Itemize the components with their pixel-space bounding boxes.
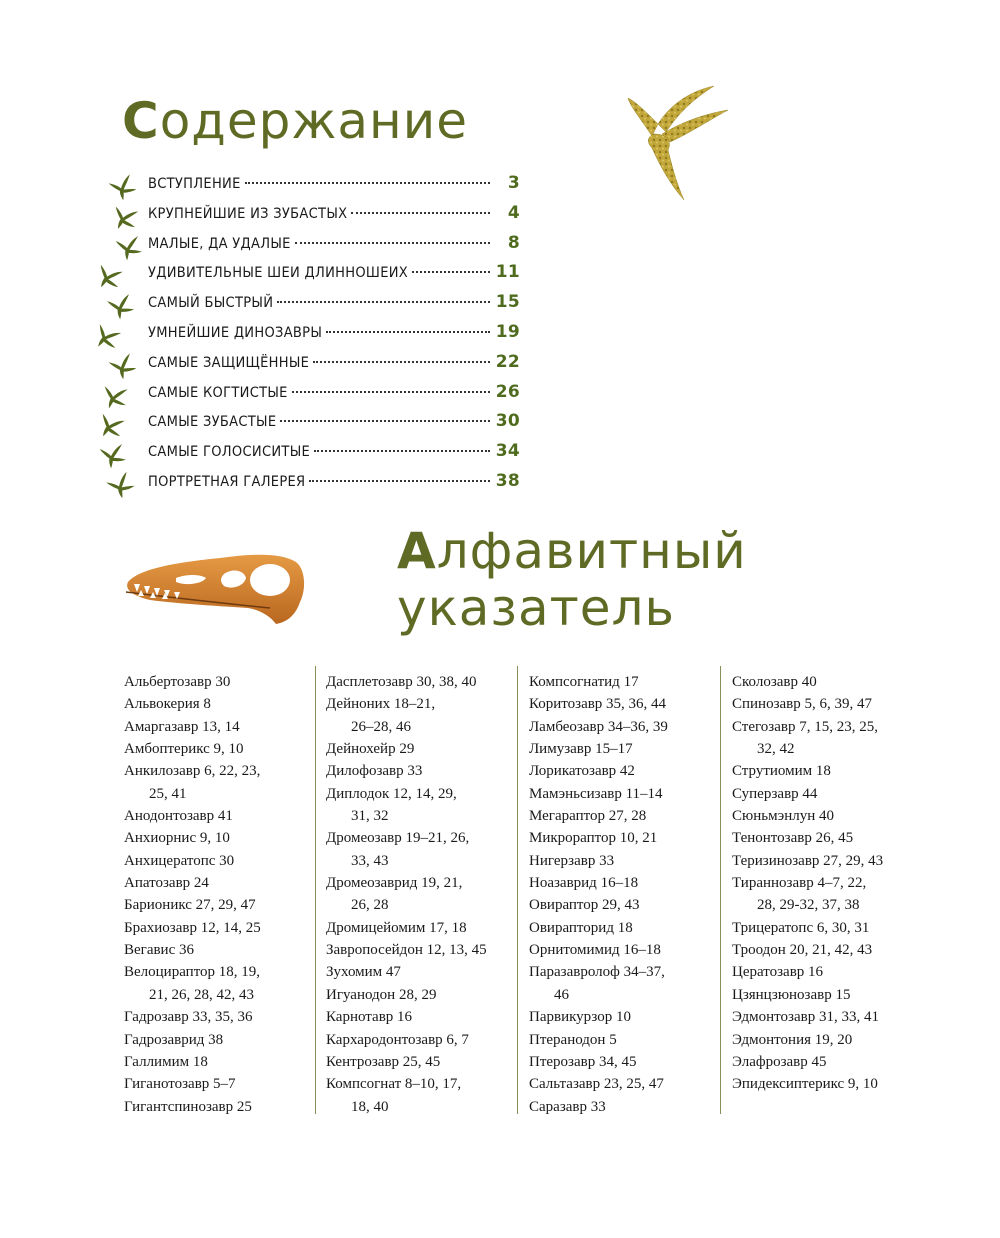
index-entry-text: Парвикурзор 10 xyxy=(529,1009,631,1026)
toc-item-page: 11 xyxy=(495,262,520,283)
index-entry xyxy=(326,961,516,983)
index-entry xyxy=(124,1051,314,1073)
index-entry-text: Тенонтозавр 26, 45 xyxy=(732,830,854,847)
toc-item-label: САМЫЕ ЗУБАСТЫЕ xyxy=(148,414,277,431)
toc-leader-dots xyxy=(412,271,490,273)
toc-item-label: ПОРТРЕТНАЯ ГАЛЕРЕЯ xyxy=(148,473,306,490)
index-entry xyxy=(124,671,314,693)
index-entry-text: Сколозавр 40 xyxy=(732,674,817,690)
index-entry-continuation: 25, 41 xyxy=(149,785,187,802)
index-entry-text: Тираннозавр 4–7, 22, xyxy=(732,875,867,892)
index-entry xyxy=(529,738,719,760)
index-entry xyxy=(529,894,719,916)
index-entry xyxy=(326,984,516,1006)
index-entry-text: Овирапторид 18 xyxy=(529,919,633,936)
index-entry xyxy=(732,1051,932,1073)
index-entry-continuation: 46 xyxy=(554,986,569,1003)
index-entry-text: Орнитомимид 16–18 xyxy=(529,942,661,959)
toc-item xyxy=(148,322,520,352)
index-entry-text: Кархародонтозавр 6, 7 xyxy=(326,1031,469,1048)
index-entry xyxy=(732,716,932,761)
index-entry-text: Компсогнатид 17 xyxy=(529,674,639,690)
index-column-1 xyxy=(124,671,314,1118)
index-entry xyxy=(529,805,719,827)
column-divider xyxy=(720,666,721,1114)
index-entry-text: Эдмонтония 19, 20 xyxy=(732,1031,853,1048)
toc-item-page: 38 xyxy=(495,470,520,491)
toc-item xyxy=(148,382,520,412)
index-entry xyxy=(529,1029,719,1051)
index-entry xyxy=(732,917,932,939)
dino-skull-icon xyxy=(120,544,308,626)
index-entry-text: Вегавис 36 xyxy=(124,942,194,959)
index-entry-text: Амаргазавр 13, 14 xyxy=(124,718,240,735)
toc-leader-dots xyxy=(292,391,490,393)
index-entry xyxy=(732,961,932,983)
index-entry xyxy=(124,1006,314,1028)
index-entry-text: Кентрозавр 25, 45 xyxy=(326,1053,441,1070)
toc-list xyxy=(148,173,520,501)
index-entry xyxy=(124,738,314,760)
index-entry-text: Дромеозаврид 19, 21, xyxy=(326,875,463,892)
toc-item-page: 8 xyxy=(507,232,520,253)
toc-leader-dots xyxy=(280,420,490,422)
toc-item-page: 34 xyxy=(495,441,520,462)
index-entry xyxy=(529,783,719,805)
index-entry xyxy=(124,894,314,916)
index-entry-text: Струтиомим 18 xyxy=(732,763,831,780)
index-entry xyxy=(326,827,516,872)
index-entry-text: Эдмонтозавр 31, 33, 41 xyxy=(732,1009,879,1026)
index-entry xyxy=(529,671,719,693)
toc-item-label: САМЫЕ ГОЛОСИСИТЫЕ xyxy=(148,444,311,461)
index-entry xyxy=(124,1096,314,1118)
index-entry xyxy=(326,693,516,738)
small-footprint-icon xyxy=(107,203,140,233)
index-entry xyxy=(732,939,932,961)
index-title-line2: указатель xyxy=(397,579,675,637)
index-entry-text: Игуанодон 28, 29 xyxy=(326,986,437,1003)
index-entry-text: Лимузавр 15–17 xyxy=(529,741,633,758)
toc-item-label: МАЛЫЕ, ДА УДАЛЫЕ xyxy=(148,235,291,252)
toc-leader-dots xyxy=(314,450,490,452)
index-entry xyxy=(326,1006,516,1028)
index-column-2 xyxy=(326,671,516,1118)
index-entry-text: Гигантспинозавр 25 xyxy=(124,1098,252,1115)
small-footprint-icon xyxy=(96,442,128,470)
toc-item xyxy=(148,292,520,322)
toc-item-label: ВСТУПЛЕНИЕ xyxy=(148,176,241,192)
index-entry-text: Брахиозавр 12, 14, 25 xyxy=(124,919,261,936)
toc-leader-dots xyxy=(295,242,490,244)
toc-item xyxy=(148,203,520,233)
index-entry-text: Спинозавр 5, 6, 39, 47 xyxy=(732,696,873,713)
index-entry xyxy=(124,850,314,872)
index-entry xyxy=(732,783,932,805)
index-entry-text: Цзянцзюнозавр 15 xyxy=(732,986,851,1003)
index-entry-text: Дейнохейр 29 xyxy=(326,741,415,758)
toc-title: Содержание xyxy=(122,92,468,150)
index-entry-text: Коритозавр 35, 36, 44 xyxy=(529,696,667,713)
index-entry-text: Карнотавр 16 xyxy=(326,1009,413,1026)
index-entry xyxy=(124,961,314,1006)
index-entry xyxy=(732,827,932,849)
toc-item xyxy=(148,441,520,471)
toc-item-page: 22 xyxy=(495,351,520,372)
index-entry xyxy=(326,1029,516,1051)
index-entry xyxy=(326,917,516,939)
index-entry xyxy=(326,1051,516,1073)
index-entry xyxy=(529,1051,719,1073)
index-entry xyxy=(124,716,314,738)
toc-leader-dots xyxy=(313,361,490,363)
index-entry xyxy=(529,1006,719,1028)
index-entry-text: Элафрозавр 45 xyxy=(732,1053,827,1070)
index-entry xyxy=(326,1073,516,1118)
index-entry-text: Компсогнат 8–10, 17, xyxy=(326,1076,462,1093)
index-entry-text: Альвокерия 8 xyxy=(124,696,211,713)
index-entry-continuation: 31, 32 xyxy=(351,808,389,825)
index-entry xyxy=(529,716,719,738)
index-entry-text: Птерозавр 34, 45 xyxy=(529,1053,637,1070)
index-entry xyxy=(124,805,314,827)
index-entry-text: Анкилозавр 6, 22, 23, xyxy=(124,763,261,780)
index-entry xyxy=(326,939,516,961)
index-entry-text: Сюньмэнлун 40 xyxy=(732,808,834,825)
index-entry xyxy=(124,939,314,961)
index-column-3 xyxy=(529,671,719,1118)
index-entry-continuation: 32, 42 xyxy=(757,741,795,758)
index-entry-text: Эпидексиптерикс 9, 10 xyxy=(732,1076,878,1093)
index-entry xyxy=(326,760,516,782)
index-entry xyxy=(326,872,516,917)
index-entry-text: Апатозавр 24 xyxy=(124,875,209,892)
toc-item xyxy=(148,262,520,292)
index-entry-continuation: 26–28, 46 xyxy=(351,718,411,735)
toc-leader-dots xyxy=(277,301,490,303)
index-entry-text: Птеранодон 5 xyxy=(529,1031,617,1048)
index-entry-text: Трицератопс 6, 30, 31 xyxy=(732,919,870,936)
toc-item-page: 30 xyxy=(495,411,520,432)
index-entry-text: Паразавролоф 34–37, xyxy=(529,964,665,981)
index-entry xyxy=(124,872,314,894)
index-entry-continuation: 28, 29-32, 37, 38 xyxy=(757,897,860,914)
small-footprint-icon xyxy=(105,351,140,383)
toc-item-label: САМЫЙ БЫСТРЫЙ xyxy=(148,295,274,312)
index-entry-text: Овираптор 29, 43 xyxy=(529,897,640,914)
index-entry-continuation: 33, 43 xyxy=(351,852,389,869)
index-entry xyxy=(732,984,932,1006)
index-entry-text: Гадрозаврид 38 xyxy=(124,1031,224,1048)
index-entry-text: Галлимим 18 xyxy=(124,1053,208,1070)
index-entry-text: Сальтазавр 23, 25, 47 xyxy=(529,1076,664,1093)
index-entry xyxy=(732,872,932,917)
small-footprint-icon xyxy=(98,382,130,410)
index-entry xyxy=(124,827,314,849)
index-entry-text: Дилофозавр 33 xyxy=(326,763,423,780)
toc-leader-dots xyxy=(351,212,490,214)
index-entry-text: Дромеозавр 19–21, 26, xyxy=(326,830,470,847)
index-title-line1: Алфавитный xyxy=(397,522,747,580)
index-entry-continuation: 18, 40 xyxy=(351,1098,389,1115)
small-footprint-icon xyxy=(105,172,140,204)
index-entry xyxy=(732,1029,932,1051)
index-entry-text: Цератозавр 16 xyxy=(732,964,824,981)
small-footprint-icon xyxy=(88,320,124,354)
index-entry xyxy=(326,738,516,760)
column-divider xyxy=(315,666,316,1114)
toc-item xyxy=(148,352,520,382)
column-divider xyxy=(517,666,518,1114)
small-footprint-icon xyxy=(102,469,138,503)
index-entry xyxy=(732,760,932,782)
small-footprint-icon xyxy=(103,292,136,322)
toc-item xyxy=(148,233,520,263)
index-entry xyxy=(732,1073,932,1095)
toc-item-page: 3 xyxy=(507,173,520,193)
index-entry xyxy=(124,1073,314,1095)
toc-item-page: 15 xyxy=(495,292,520,313)
index-entry-text: Зухомим 47 xyxy=(326,964,401,981)
index-entry xyxy=(326,783,516,828)
toc-leader-dots xyxy=(245,182,490,184)
index-entry-text: Дромицейомим 17, 18 xyxy=(326,919,467,936)
index-entry-continuation: 26, 28 xyxy=(351,897,389,914)
index-entry-text: Амбоптерикс 9, 10 xyxy=(124,741,244,758)
small-footprint-icon xyxy=(91,261,126,293)
toc-item-label: КРУПНЕЙШИЕ ИЗ ЗУБАСТЫХ xyxy=(148,205,348,222)
small-footprint-icon xyxy=(112,233,144,261)
index-entry-text: Троодон 20, 21, 42, 43 xyxy=(732,942,873,959)
small-footprint-icon xyxy=(93,410,128,442)
index-entry-text: Суперзавр 44 xyxy=(732,785,818,802)
toc-item-page: 26 xyxy=(495,381,520,402)
index-entry xyxy=(124,760,314,805)
index-entry xyxy=(732,850,932,872)
index-entry-text: Дасплетозавр 30, 38, 40 xyxy=(326,674,477,690)
index-entry-text: Мегараптор 27, 28 xyxy=(529,808,647,825)
index-entry-text: Велоцираптор 18, 19, xyxy=(124,964,261,981)
index-entry-text: Саразавр 33 xyxy=(529,1098,606,1115)
index-entry-text: Микрораптор 10, 21 xyxy=(529,830,658,847)
toc-item-label: УДИВИТЕЛЬНЫЕ ШЕИ ДЛИННОШЕИХ xyxy=(148,265,409,282)
index-entry-text: Теризинозавр 27, 29, 43 xyxy=(732,852,884,869)
toc-item-label: САМЫЕ ЗАЩИЩЁННЫЕ xyxy=(148,354,310,371)
index-entry-text: Завропосейдон 12, 13, 45 xyxy=(326,942,487,959)
toc-item-page: 4 xyxy=(507,202,520,223)
index-entry-continuation: 21, 26, 28, 42, 43 xyxy=(149,986,254,1003)
index-entry-text: Лорикатозавр 42 xyxy=(529,763,635,780)
index-entry xyxy=(529,1096,719,1118)
index-entry xyxy=(529,827,719,849)
index-entry-text: Мамэньсизавр 11–14 xyxy=(529,785,663,802)
index-entry xyxy=(326,671,516,693)
index-entry-text: Стегозавр 7, 15, 23, 25, xyxy=(732,718,878,735)
index-entry xyxy=(529,693,719,715)
index-entry xyxy=(124,917,314,939)
footprint-icon xyxy=(622,78,732,202)
index-entry-text: Дейноних 18–21, xyxy=(326,696,436,713)
index-column-4 xyxy=(732,671,932,1096)
index-entry xyxy=(124,1029,314,1051)
toc-leader-dots xyxy=(326,331,490,333)
index-entry-text: Барионикс 27, 29, 47 xyxy=(124,897,256,914)
toc-item xyxy=(148,411,520,441)
index-entry xyxy=(529,760,719,782)
index-entry-text: Анхиорнис 9, 10 xyxy=(124,830,230,847)
index-entry xyxy=(529,917,719,939)
toc-item-label: САМЫЕ КОГТИСТЫЕ xyxy=(148,384,288,401)
index-entry-text: Анхицератопс 30 xyxy=(124,852,235,869)
toc-item-label: УМНЕЙШИЕ ДИНОЗАВРЫ xyxy=(148,324,323,341)
index-entry xyxy=(124,693,314,715)
toc-item xyxy=(148,173,520,203)
index-entry-text: Ноазаврид 16–18 xyxy=(529,875,639,892)
toc-item xyxy=(148,471,520,501)
index-entry xyxy=(529,872,719,894)
toc-leader-dots xyxy=(309,480,490,482)
toc-item-page: 19 xyxy=(495,321,520,342)
index-entry xyxy=(732,693,932,715)
index-entry xyxy=(529,1073,719,1095)
index-entry-text: Нигерзавр 33 xyxy=(529,852,615,869)
index-entry xyxy=(732,805,932,827)
index-entry xyxy=(529,939,719,961)
index-entry xyxy=(732,1006,932,1028)
index-entry-text: Ламбеозавр 34–36, 39 xyxy=(529,718,668,735)
index-entry-text: Гиганотозавр 5–7 xyxy=(124,1076,236,1093)
index-entry xyxy=(529,961,719,1006)
index-entry xyxy=(732,671,932,693)
index-entry xyxy=(529,850,719,872)
index-entry-text: Анодонтозавр 41 xyxy=(124,808,233,825)
index-entry-text: Гадрозавр 33, 35, 36 xyxy=(124,1009,253,1026)
index-entry-text: Альбертозавр 30 xyxy=(124,674,231,690)
index-entry-text: Диплодок 12, 14, 29, xyxy=(326,785,457,802)
